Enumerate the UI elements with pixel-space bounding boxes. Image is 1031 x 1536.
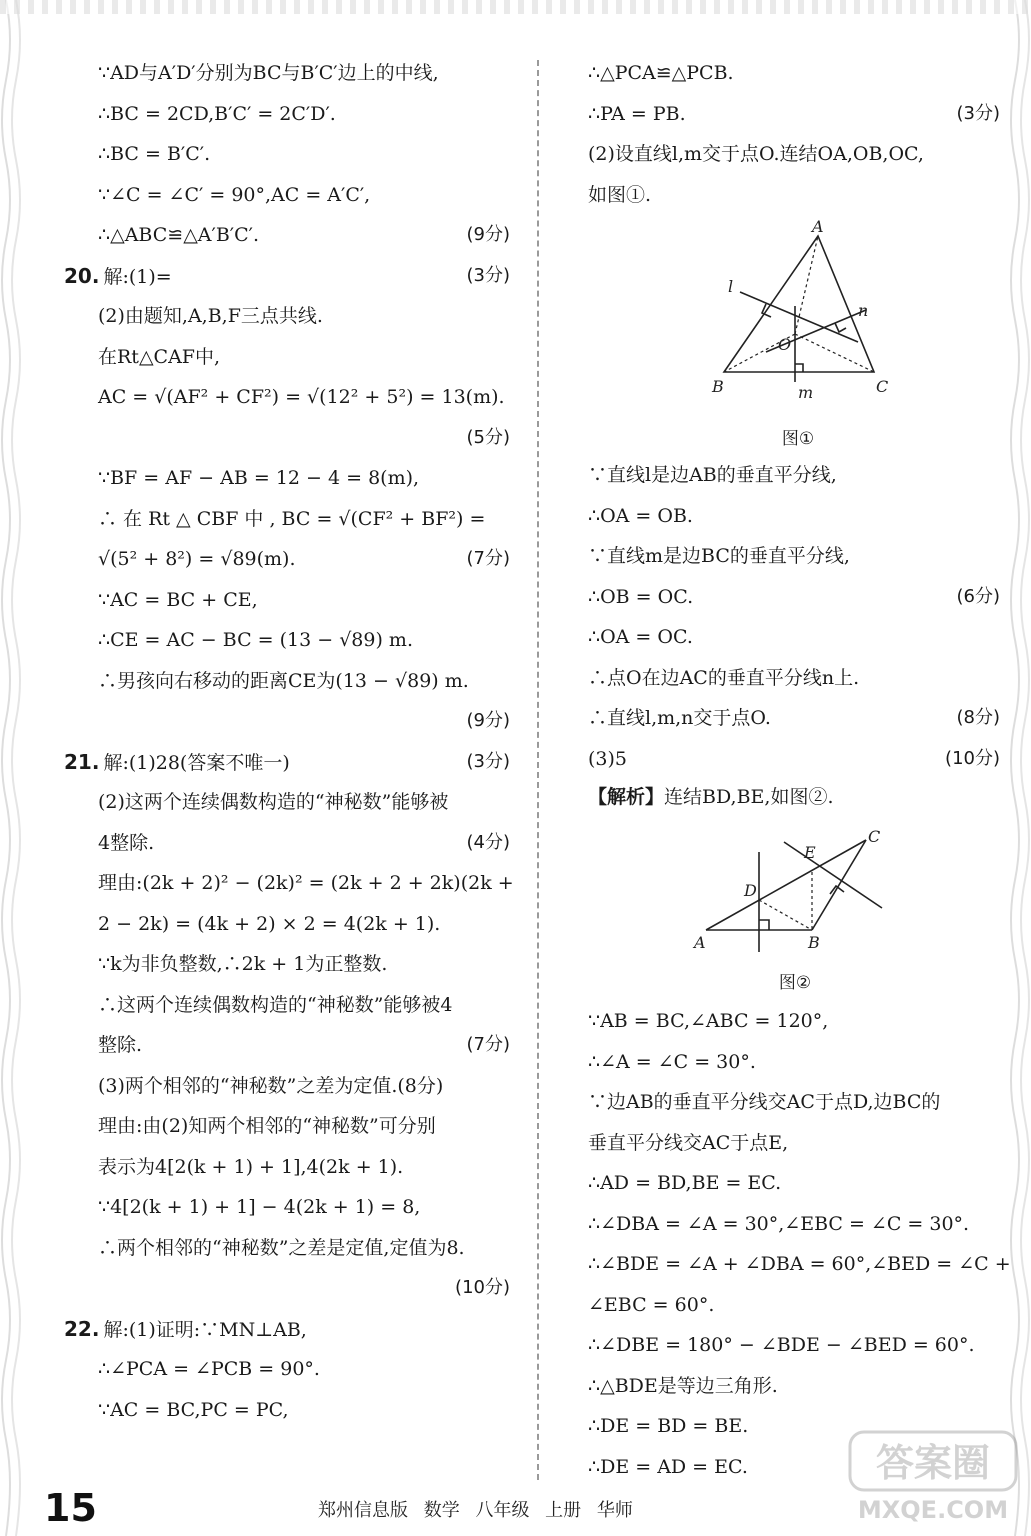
figure-2 — [696, 822, 896, 957]
text-line — [588, 1006, 1000, 1036]
line-text: ∴AD = BD,BE = EC. — [588, 1172, 782, 1194]
label-n: n — [858, 301, 869, 320]
page-border-top — [0, 0, 1031, 14]
text-line — [588, 744, 1000, 774]
text-line — [64, 625, 510, 655]
right-angle-ab — [759, 920, 769, 930]
text-line — [588, 663, 1000, 693]
text-line — [64, 139, 510, 169]
question-number: 21. — [64, 749, 100, 774]
line-text: ∴∠A = ∠C = 30°. — [588, 1050, 756, 1073]
text-line — [588, 1371, 1000, 1401]
text-line — [588, 501, 1000, 531]
line-text: 整除. — [98, 1034, 143, 1056]
line-text: 2 − 2k) = (4k + 2) × 2 = 4(2k + 1). — [98, 912, 441, 935]
line-text: ∴BC = 2CD,B′C′ = 2C′D′. — [98, 102, 336, 125]
text-line — [64, 382, 510, 412]
line-text: ∴直线l,m,n交于点O. — [588, 707, 771, 729]
text-line — [588, 1290, 1000, 1320]
line-text: ∵AC = BC + CE, — [98, 588, 258, 611]
line-text: ∵直线m是边BC的垂直平分线, — [588, 545, 850, 567]
watermark-title: 答案圈 — [875, 1441, 991, 1485]
line-text: ∴DE = AD = EC. — [588, 1455, 748, 1478]
text-line — [64, 99, 510, 129]
line-text: ∴△PCA≌△PCB. — [588, 62, 734, 84]
label-l: l — [728, 277, 734, 296]
line-text: ∴OA = OC. — [588, 626, 693, 648]
score-mark: (3分) — [956, 102, 1000, 124]
right-angle-m — [795, 364, 803, 372]
text-line — [588, 1209, 1000, 1239]
line-text: ∵AC = BC,PC = PC, — [98, 1398, 289, 1421]
label-b: B — [808, 933, 820, 952]
text-line — [588, 1168, 1000, 1198]
score-mark: (6分) — [956, 585, 1000, 607]
analysis-line — [588, 782, 1000, 812]
text-line — [588, 58, 1000, 88]
text-line — [64, 58, 510, 88]
line-text: 解:(1)= — [103, 265, 172, 288]
text-line — [64, 949, 510, 979]
line-text: ∵AD与A′D′分别为BC与B′C′边上的中线, — [98, 62, 439, 84]
text-line — [64, 544, 510, 574]
line-text: ∴BC = B′C′. — [98, 143, 211, 165]
text-line — [588, 1047, 1000, 1077]
line-text: ∠EBC = 60°. — [588, 1293, 715, 1316]
line-text: ∴PA = PB. — [588, 102, 686, 125]
segment-ac — [706, 840, 866, 930]
page-number: 15 — [44, 1486, 97, 1530]
line-text: 理由:由(2)知两个相邻的“神秘数”可分别 — [98, 1115, 436, 1137]
line-text: AC = √(AF² + CF²) = √(12² + 5²) = 13(m). — [98, 386, 505, 408]
figure-2-diagram — [696, 822, 896, 957]
text-line — [64, 666, 510, 696]
line-text: 4整除. — [98, 831, 155, 854]
triangle-abc — [724, 236, 874, 372]
figure-2-caption: 图② — [778, 973, 812, 993]
right-angle-bc — [830, 886, 844, 894]
label-m: m — [798, 383, 814, 402]
score-mark: (3分) — [466, 750, 510, 772]
text-line — [588, 460, 1000, 490]
label-c: C — [876, 377, 889, 396]
label-d: D — [744, 881, 757, 900]
line-text: ∴DE = BD = BE. — [588, 1415, 749, 1437]
page-border-left — [0, 0, 26, 1536]
label-a: A — [812, 217, 824, 236]
line-text: (3)5 — [588, 747, 628, 770]
line-text: ∴∠BDE = ∠A + ∠DBA = 60°,∠BED = ∠C + — [588, 1253, 1011, 1275]
text-line — [64, 585, 510, 615]
line-text: ∴∠DBA = ∠A = 30°,∠EBC = ∠C = 30°. — [588, 1212, 970, 1235]
line-text: ∵4[2(k + 1) + 1] − 4(2k + 1) = 8, — [98, 1196, 421, 1218]
text-line — [64, 828, 510, 858]
text-line — [64, 1030, 510, 1060]
score-mark: (10分) — [455, 1277, 510, 1298]
line-text: ∴这两个连续偶数构造的“神秘数”能够被4 — [98, 993, 453, 1016]
text-line — [588, 541, 1000, 571]
line-text: ∴OB = OC. — [588, 585, 694, 608]
line-text: ∴△ABC≌△A′B′C′. — [98, 224, 260, 246]
text-line — [64, 220, 510, 250]
text-line — [64, 1314, 510, 1344]
text-line — [64, 423, 510, 453]
text-line — [64, 261, 510, 291]
text-line — [64, 1233, 510, 1263]
text-line — [588, 582, 1000, 612]
score-mark: (9分) — [466, 224, 510, 245]
score-mark: (7分) — [466, 1034, 510, 1055]
line-text: ∴∠PCA = ∠PCB = 90°. — [98, 1358, 320, 1380]
text-line — [588, 1249, 1011, 1279]
text-line — [64, 180, 510, 210]
segment-bc — [812, 840, 866, 930]
line-text: 表示为4[2(k + 1) + 1],4(2k + 1). — [98, 1155, 404, 1178]
line-text: ∴△BDE是等边三角形. — [588, 1374, 778, 1397]
line-text: ∴两个相邻的“神秘数”之差是定值,定值为8. — [98, 1236, 465, 1259]
analysis-tag: 【解析】 — [588, 786, 665, 808]
text-line — [588, 622, 1000, 652]
figure-1-caption: 图① — [781, 429, 815, 449]
analysis-text: 连结BD,BE,如图②. — [664, 786, 834, 808]
text-line — [64, 868, 514, 898]
text-line — [64, 463, 510, 493]
text-line — [64, 1354, 510, 1384]
line-text: ∵AB = BC,∠ABC = 120°, — [588, 1010, 829, 1032]
text-line — [588, 703, 1000, 733]
line-text: ∵∠C = ∠C′ = 90°,AC = A′C′, — [98, 183, 371, 206]
figure-1 — [708, 217, 1008, 408]
question-number: 20. — [64, 263, 100, 288]
line-text: ∵直线l是边AB的垂直平分线, — [588, 464, 837, 486]
line-text: 在Rt△CAF中, — [98, 345, 221, 368]
label-o: O — [778, 335, 792, 354]
text-line — [64, 504, 510, 534]
line-text: (2)这两个连续偶数构造的“神秘数”能够被 — [98, 791, 449, 813]
bisector-bc — [784, 842, 882, 908]
text-line — [64, 1111, 510, 1141]
text-line — [64, 787, 510, 817]
watermark-url: MXQE.COM — [857, 1496, 1009, 1524]
footer-text: 郑州信息版 数学 八年级 上册 华师 — [318, 1500, 633, 1521]
question-number: 22. — [64, 1316, 100, 1341]
line-text: √(5² + 8²) = √89(m). — [98, 548, 296, 570]
label-e: E — [804, 843, 816, 862]
line-text: ∴CE = AC − BC = (13 − √89) m. — [98, 629, 413, 651]
text-line — [64, 909, 510, 939]
line-text: ∴点O在边AC的垂直平分线n上. — [588, 666, 860, 689]
text-line — [588, 180, 1000, 210]
score-mark: (9分) — [466, 710, 510, 731]
text-line — [64, 1395, 510, 1425]
label-a: A — [694, 933, 706, 952]
line-text: (2)设直线l,m交于点O.连结OA,OB,OC, — [588, 143, 924, 165]
text-line — [64, 1192, 510, 1222]
text-line — [64, 342, 510, 372]
line-text: ∴OA = OB. — [588, 504, 693, 527]
figure-1-diagram — [708, 217, 1008, 408]
text-line — [64, 1071, 510, 1101]
line-text: 解:(1)证明:∵MN⊥AB, — [103, 1318, 307, 1341]
text-line — [588, 99, 1000, 129]
line-text: ∴男孩向右移动的距离CE为(13 − √89) m. — [98, 669, 469, 692]
score-mark: (8分) — [956, 707, 1000, 728]
line-text: 理由:(2k + 2)² − (2k)² = (2k + 2 + 2k)(2k + — [98, 872, 514, 894]
page-border-right — [1005, 0, 1031, 1536]
text-line — [588, 1087, 1000, 1117]
text-line — [64, 706, 510, 736]
line-l — [740, 292, 858, 342]
line-text: 如图①. — [588, 183, 652, 206]
score-mark: (7分) — [466, 548, 510, 569]
line-text: ∵k为非负整数,∴2k + 1为正整数. — [98, 953, 388, 975]
text-line — [64, 1273, 510, 1303]
line-text: ∵边AB的垂直平分线交AC于点D,边BC的 — [588, 1091, 941, 1113]
line-text: ∴ 在 Rt △ CBF 中 , BC = √(CF² + BF²) = — [98, 507, 486, 530]
score-mark: (5分) — [466, 426, 510, 448]
score-mark: (4分) — [466, 831, 510, 853]
text-line — [64, 747, 510, 777]
watermark-logo — [848, 1428, 1018, 1524]
label-b: B — [712, 377, 724, 396]
text-line — [64, 301, 510, 331]
line-text: 垂直平分线交AC于点E, — [588, 1131, 789, 1154]
score-mark: (10分) — [945, 747, 1000, 769]
text-line — [64, 1152, 510, 1182]
text-line — [588, 1128, 1000, 1158]
score-mark: (3分) — [466, 264, 510, 286]
line-text: ∵BF = AF − AB = 12 − 4 = 8(m), — [98, 467, 420, 489]
text-line — [588, 139, 1000, 169]
line-text: (2)由题知,A,B,F三点共线. — [98, 305, 323, 327]
text-line — [64, 990, 510, 1020]
text-line — [588, 1330, 1000, 1360]
label-c: C — [868, 827, 881, 846]
line-text: ∴∠DBE = 180° − ∠BDE − ∠BED = 60°. — [588, 1334, 975, 1356]
line-text: 解:(1)28(答案不唯一) — [103, 751, 290, 774]
line-text: (3)两个相邻的“神秘数”之差为定值.(8分) — [98, 1074, 444, 1097]
column-divider — [537, 60, 539, 1480]
right-angle-n — [835, 323, 846, 332]
